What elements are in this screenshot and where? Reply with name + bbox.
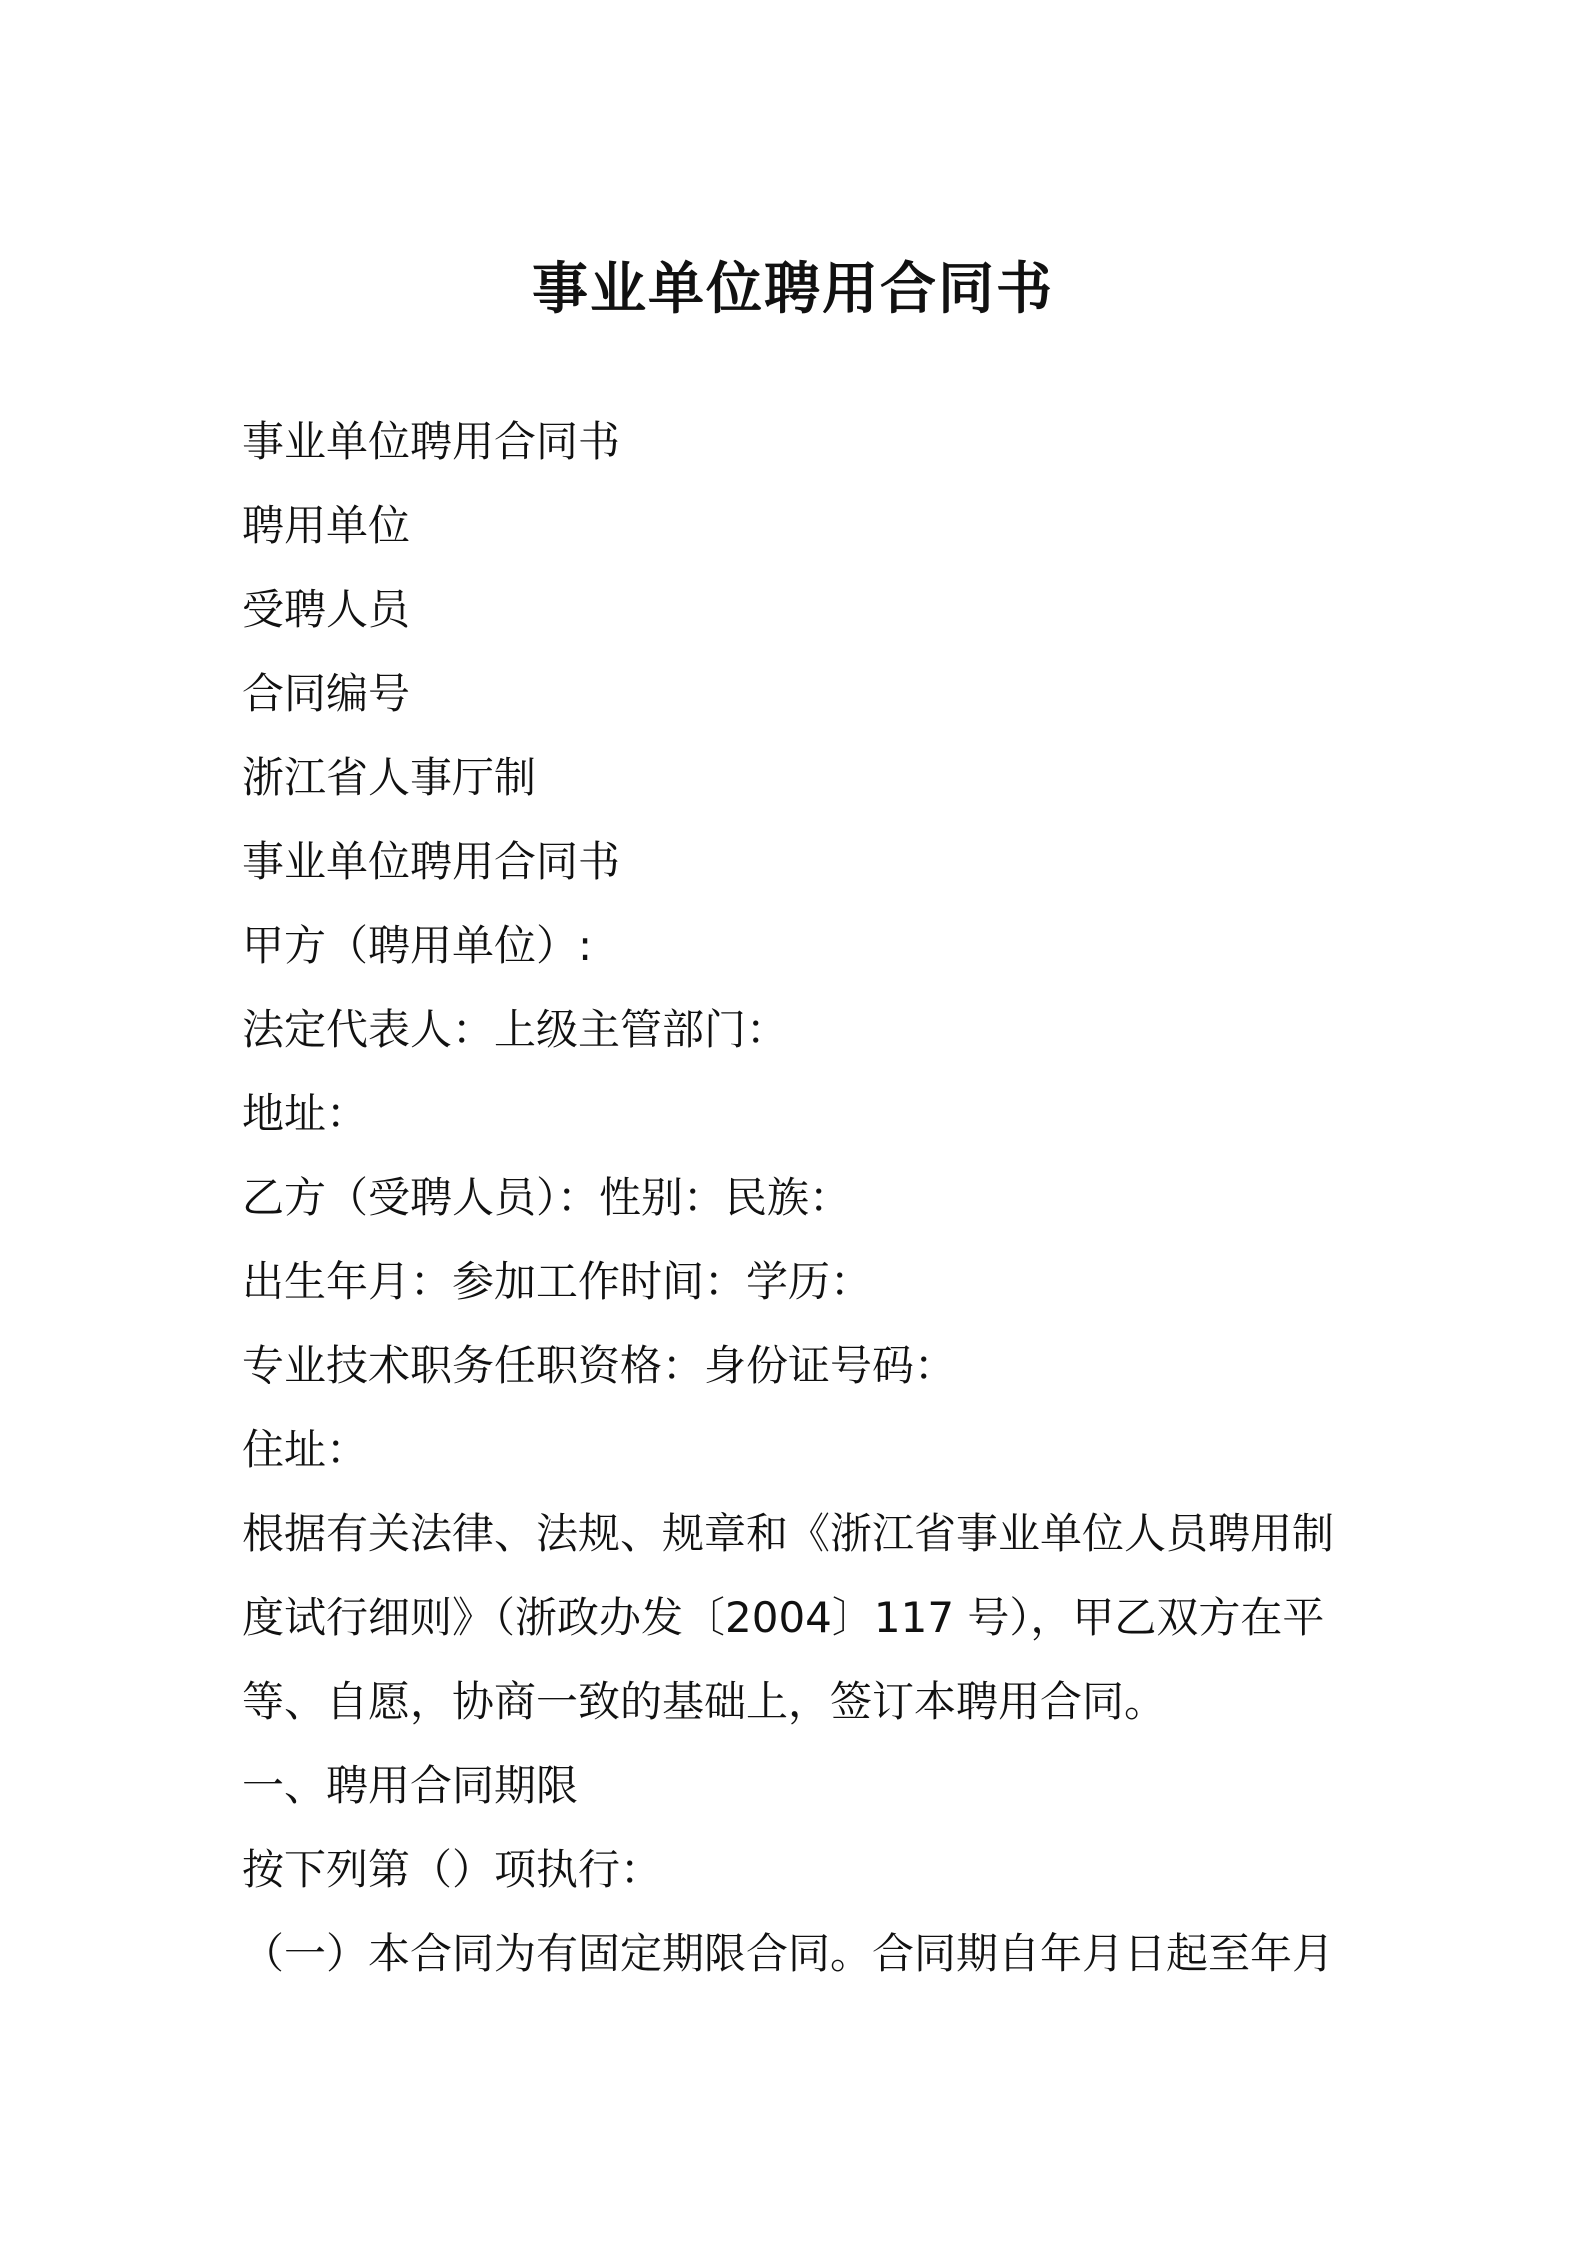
body-line: 住址：	[242, 1425, 369, 1474]
body-line: 事业单位聘用合同书	[242, 417, 621, 466]
document-title: 事业单位聘用合同书	[532, 257, 1054, 322]
section-heading: 一、聘用合同期限	[242, 1761, 579, 1810]
body-line: 甲方（聘用单位）:	[242, 921, 593, 970]
body-line: 浙江省人事厅制	[242, 753, 537, 802]
body-line: 法定代表人：上级主管部门：	[242, 1005, 789, 1054]
body-line: 受聘人员	[242, 585, 411, 634]
body-line: 专业技术职务任职资格：身份证号码：	[242, 1341, 957, 1390]
body-line: 出生年月：参加工作时间：学历：	[242, 1257, 873, 1306]
body-line: 事业单位聘用合同书	[242, 837, 621, 886]
body-line: （一）本合同为有固定期限合同。合同期自年月日起至年月	[242, 1929, 1335, 1978]
body-line: 地址：	[242, 1089, 369, 1138]
body-line: 合同编号	[242, 669, 411, 718]
body-line: 聘用单位	[242, 501, 411, 550]
document-body	[242, 400, 1362, 1996]
body-line: 乙方（受聘人员）：性别：民族：	[242, 1173, 852, 1222]
body-paragraph: 根据有关法律、法规、规章和《浙江省事业单位人员聘用制度试行细则》（浙政办发〔2004〕117 号），甲乙双方在平等、自愿，协商一致的基础上，签订本聘用合同。	[242, 1509, 1335, 1726]
body-line: 按下列第（）项执行：	[242, 1845, 663, 1894]
